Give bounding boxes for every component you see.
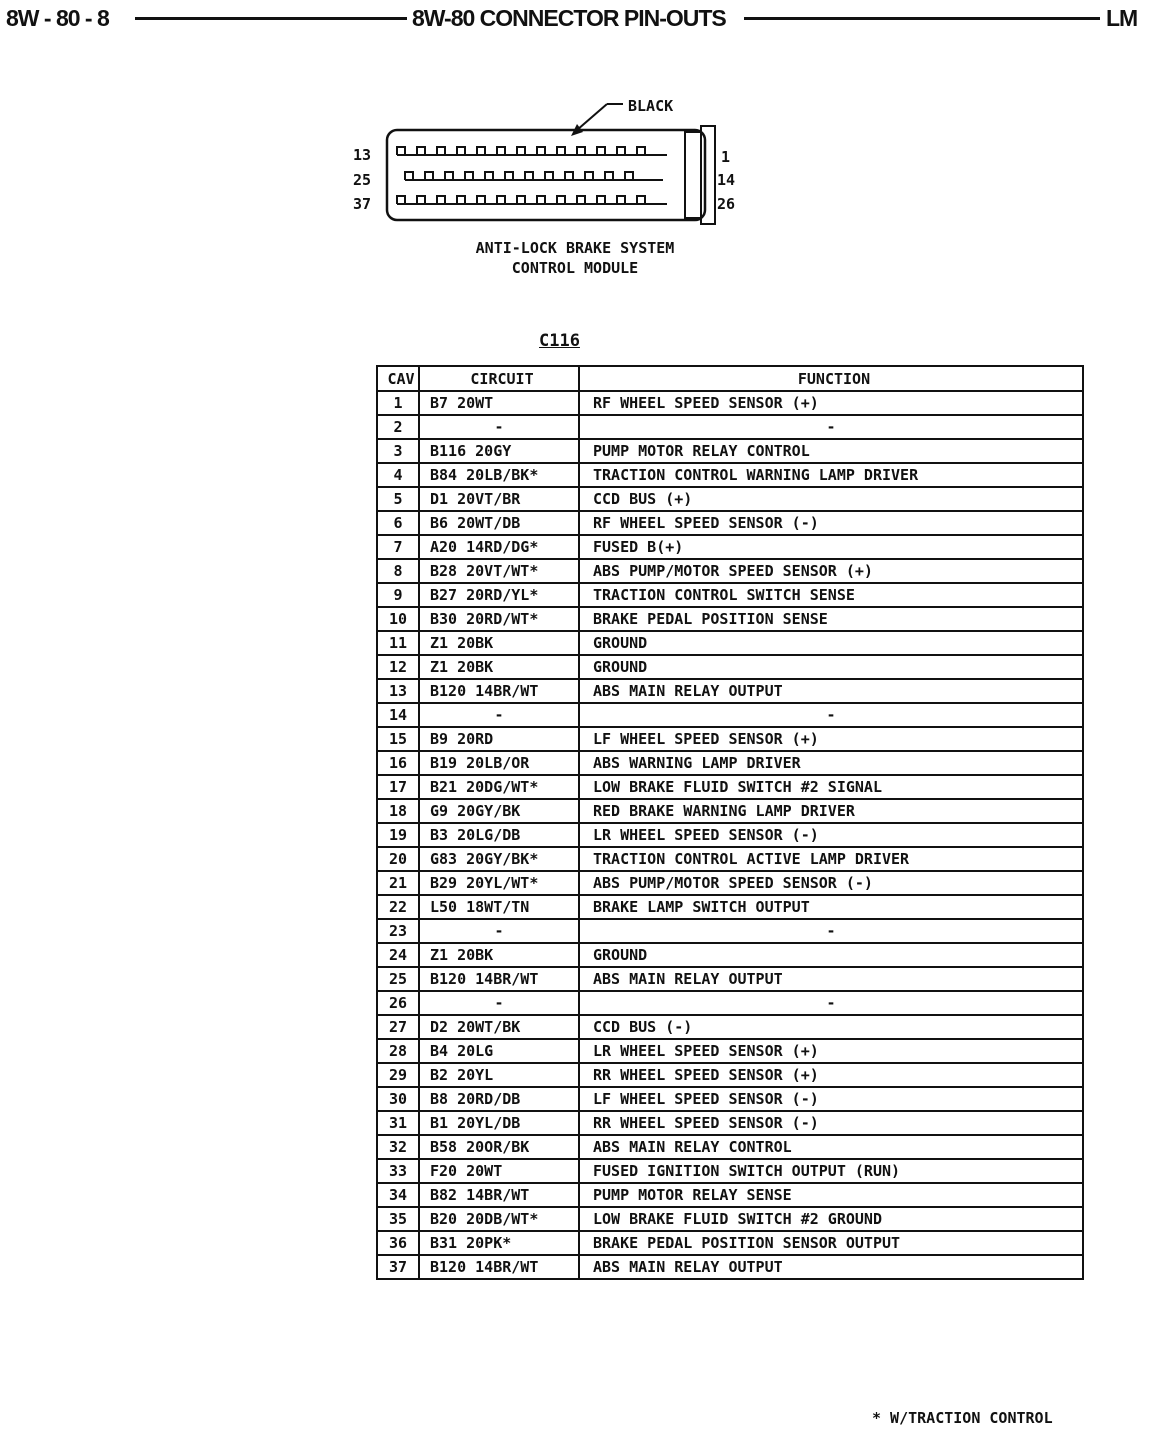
table-row xyxy=(377,943,1083,967)
function-cell: GROUND xyxy=(579,631,1083,655)
function-cell: ABS MAIN RELAY CONTROL xyxy=(579,1135,1083,1159)
function-cell: FUSED B(+) xyxy=(579,535,1083,559)
table-row xyxy=(377,1087,1083,1111)
circuit-cell: B120 14BR/WT xyxy=(419,679,579,703)
cavity-number-13: 13 xyxy=(353,146,372,164)
table-row xyxy=(377,967,1083,991)
function-cell: LR WHEEL SPEED SENSOR (+) xyxy=(579,1039,1083,1063)
table-row xyxy=(377,1159,1083,1183)
cav-cell: 3 xyxy=(377,439,419,463)
table-row xyxy=(377,679,1083,703)
header-rule-left xyxy=(135,17,407,20)
cav-cell: 5 xyxy=(377,487,419,511)
circuit-cell: G9 20GY/BK xyxy=(419,799,579,823)
table-row xyxy=(377,895,1083,919)
caption-line-1: ANTI-LOCK BRAKE SYSTEM xyxy=(475,239,675,257)
cav-cell: 28 xyxy=(377,1039,419,1063)
circuit-cell: B4 20LG xyxy=(419,1039,579,1063)
circuit-cell: G83 20GY/BK* xyxy=(419,847,579,871)
function-cell: - xyxy=(579,703,1083,727)
circuit-cell: B21 20DG/WT* xyxy=(419,775,579,799)
table-row xyxy=(377,415,1083,439)
table-row xyxy=(377,535,1083,559)
connector-color-label: BLACK xyxy=(628,97,674,115)
function-cell: RF WHEEL SPEED SENSOR (-) xyxy=(579,511,1083,535)
circuit-cell: - xyxy=(419,991,579,1015)
circuit-cell: B31 20PK* xyxy=(419,1231,579,1255)
cav-cell: 29 xyxy=(377,1063,419,1087)
cav-cell: 27 xyxy=(377,1015,419,1039)
circuit-cell: B30 20RD/WT* xyxy=(419,607,579,631)
table-row xyxy=(377,775,1083,799)
table-row xyxy=(377,487,1083,511)
cav-cell: 15 xyxy=(377,727,419,751)
cavity-number-37: 37 xyxy=(353,195,372,213)
table-row xyxy=(377,391,1083,415)
circuit-cell: B84 20LB/BK* xyxy=(419,463,579,487)
cav-cell: 7 xyxy=(377,535,419,559)
table-row xyxy=(377,439,1083,463)
cav-cell: 14 xyxy=(377,703,419,727)
circuit-cell: B6 20WT/DB xyxy=(419,511,579,535)
function-cell: BRAKE PEDAL POSITION SENSOR OUTPUT xyxy=(579,1231,1083,1255)
circuit-cell: Z1 20BK xyxy=(419,631,579,655)
cavity-number-25: 25 xyxy=(353,171,372,189)
function-cell: TRACTION CONTROL WARNING LAMP DRIVER xyxy=(579,463,1083,487)
cav-cell: 18 xyxy=(377,799,419,823)
circuit-cell: F20 20WT xyxy=(419,1159,579,1183)
cav-cell: 37 xyxy=(377,1255,419,1279)
cav-cell: 34 xyxy=(377,1183,419,1207)
function-cell: LOW BRAKE FLUID SWITCH #2 SIGNAL xyxy=(579,775,1083,799)
function-cell: TRACTION CONTROL SWITCH SENSE xyxy=(579,583,1083,607)
cav-cell: 26 xyxy=(377,991,419,1015)
table-row xyxy=(377,799,1083,823)
circuit-cell: - xyxy=(419,919,579,943)
circuit-cell: A20 14RD/DG* xyxy=(419,535,579,559)
function-cell: - xyxy=(579,415,1083,439)
circuit-cell: B116 20GY xyxy=(419,439,579,463)
cav-cell: 21 xyxy=(377,871,419,895)
cav-cell: 17 xyxy=(377,775,419,799)
cav-cell: 20 xyxy=(377,847,419,871)
function-cell: FUSED IGNITION SWITCH OUTPUT (RUN) xyxy=(579,1159,1083,1183)
table-row xyxy=(377,1039,1083,1063)
cav-cell: 19 xyxy=(377,823,419,847)
cav-cell: 36 xyxy=(377,1231,419,1255)
circuit-cell: - xyxy=(419,415,579,439)
circuit-cell: L50 18WT/TN xyxy=(419,895,579,919)
function-cell: ABS MAIN RELAY OUTPUT xyxy=(579,1255,1083,1279)
circuit-cell: B28 20VT/WT* xyxy=(419,559,579,583)
cav-cell: 22 xyxy=(377,895,419,919)
function-cell: PUMP MOTOR RELAY CONTROL xyxy=(579,439,1083,463)
circuit-cell: B58 20OR/BK xyxy=(419,1135,579,1159)
page-title: 8W-80 CONNECTOR PIN-OUTS xyxy=(412,5,726,31)
function-cell: TRACTION CONTROL ACTIVE LAMP DRIVER xyxy=(579,847,1083,871)
circuit-cell: Z1 20BK xyxy=(419,655,579,679)
function-cell: RR WHEEL SPEED SENSOR (-) xyxy=(579,1111,1083,1135)
header-rule-right xyxy=(744,17,1100,20)
table-row xyxy=(377,991,1083,1015)
function-cell: ABS MAIN RELAY OUTPUT xyxy=(579,679,1083,703)
circuit-cell: B29 20YL/WT* xyxy=(419,871,579,895)
function-cell: CCD BUS (-) xyxy=(579,1015,1083,1039)
circuit-cell: B8 20RD/DB xyxy=(419,1087,579,1111)
table-row xyxy=(377,871,1083,895)
cav-cell: 9 xyxy=(377,583,419,607)
function-cell: - xyxy=(579,991,1083,1015)
table-row xyxy=(377,583,1083,607)
cavity-number-1: 1 xyxy=(721,148,731,166)
function-cell: ABS PUMP/MOTOR SPEED SENSOR (+) xyxy=(579,559,1083,583)
circuit-cell: D1 20VT/BR xyxy=(419,487,579,511)
table-row xyxy=(377,607,1083,631)
cav-cell: 12 xyxy=(377,655,419,679)
page-header xyxy=(0,0,1152,40)
function-cell: ABS MAIN RELAY OUTPUT xyxy=(579,967,1083,991)
table-row xyxy=(377,1231,1083,1255)
caption-line-2: CONTROL MODULE xyxy=(511,259,639,277)
function-cell: LOW BRAKE FLUID SWITCH #2 GROUND xyxy=(579,1207,1083,1231)
function-cell: GROUND xyxy=(579,655,1083,679)
function-cell: RF WHEEL SPEED SENSOR (+) xyxy=(579,391,1083,415)
pinout-table xyxy=(376,365,1084,1280)
col-header-function: FUNCTION xyxy=(579,366,1083,391)
function-cell: - xyxy=(579,919,1083,943)
table-row xyxy=(377,1063,1083,1087)
circuit-cell: B2 20YL xyxy=(419,1063,579,1087)
circuit-cell: B120 14BR/WT xyxy=(419,1255,579,1279)
circuit-cell: B9 20RD xyxy=(419,727,579,751)
table-row xyxy=(377,1183,1083,1207)
model-code: LM xyxy=(1106,5,1138,31)
function-cell: PUMP MOTOR RELAY SENSE xyxy=(579,1183,1083,1207)
cav-cell: 16 xyxy=(377,751,419,775)
circuit-cell: B120 14BR/WT xyxy=(419,967,579,991)
function-cell: ABS WARNING LAMP DRIVER xyxy=(579,751,1083,775)
cavity-number-14: 14 xyxy=(717,171,736,189)
cav-cell: 11 xyxy=(377,631,419,655)
table-row xyxy=(377,1255,1083,1279)
col-header-cav: CAV xyxy=(377,366,419,391)
circuit-cell: B3 20LG/DB xyxy=(419,823,579,847)
table-body xyxy=(377,391,1083,1279)
table-row xyxy=(377,511,1083,535)
table-row xyxy=(377,727,1083,751)
table-row xyxy=(377,1111,1083,1135)
cav-cell: 24 xyxy=(377,943,419,967)
table-row xyxy=(377,655,1083,679)
circuit-cell: B27 20RD/YL* xyxy=(419,583,579,607)
cav-cell: 25 xyxy=(377,967,419,991)
cav-cell: 13 xyxy=(377,679,419,703)
table-row xyxy=(377,847,1083,871)
table-header-row xyxy=(377,366,1083,391)
table-row xyxy=(377,823,1083,847)
cav-cell: 23 xyxy=(377,919,419,943)
function-cell: LF WHEEL SPEED SENSOR (+) xyxy=(579,727,1083,751)
function-cell: ABS PUMP/MOTOR SPEED SENSOR (-) xyxy=(579,871,1083,895)
cav-cell: 6 xyxy=(377,511,419,535)
circuit-cell: B7 20WT xyxy=(419,391,579,415)
table-row xyxy=(377,559,1083,583)
footnote: * W/TRACTION CONTROL xyxy=(872,1409,1053,1427)
page-number: 8W - 80 - 8 xyxy=(6,5,109,31)
circuit-cell: D2 20WT/BK xyxy=(419,1015,579,1039)
circuit-cell: B20 20DB/WT* xyxy=(419,1207,579,1231)
table-row xyxy=(377,1207,1083,1231)
function-cell: LF WHEEL SPEED SENSOR (-) xyxy=(579,1087,1083,1111)
table-row xyxy=(377,751,1083,775)
function-cell: BRAKE PEDAL POSITION SENSE xyxy=(579,607,1083,631)
circuit-cell: B19 20LB/OR xyxy=(419,751,579,775)
cav-cell: 1 xyxy=(377,391,419,415)
circuit-cell: B82 14BR/WT xyxy=(419,1183,579,1207)
table-row xyxy=(377,1015,1083,1039)
cav-cell: 4 xyxy=(377,463,419,487)
diagram-caption xyxy=(430,238,720,278)
table-row xyxy=(377,631,1083,655)
cav-cell: 33 xyxy=(377,1159,419,1183)
col-header-circuit: CIRCUIT xyxy=(419,366,579,391)
cav-cell: 31 xyxy=(377,1111,419,1135)
cav-cell: 10 xyxy=(377,607,419,631)
table-row xyxy=(377,703,1083,727)
table-row xyxy=(377,463,1083,487)
cavity-number-26: 26 xyxy=(717,195,736,213)
circuit-cell: B1 20YL/DB xyxy=(419,1111,579,1135)
circuit-cell: Z1 20BK xyxy=(419,943,579,967)
cav-cell: 30 xyxy=(377,1087,419,1111)
function-cell: RED BRAKE WARNING LAMP DRIVER xyxy=(579,799,1083,823)
function-cell: CCD BUS (+) xyxy=(579,487,1083,511)
circuit-cell: - xyxy=(419,703,579,727)
function-cell: RR WHEEL SPEED SENSOR (+) xyxy=(579,1063,1083,1087)
function-cell: GROUND xyxy=(579,943,1083,967)
function-cell: LR WHEEL SPEED SENSOR (-) xyxy=(579,823,1083,847)
connector-id: C116 xyxy=(539,331,580,351)
cav-cell: 32 xyxy=(377,1135,419,1159)
function-cell: BRAKE LAMP SWITCH OUTPUT xyxy=(579,895,1083,919)
table-row xyxy=(377,919,1083,943)
cav-cell: 8 xyxy=(377,559,419,583)
table-row xyxy=(377,1135,1083,1159)
cav-cell: 35 xyxy=(377,1207,419,1231)
connector-face-drawing xyxy=(345,92,765,232)
cav-cell: 2 xyxy=(377,415,419,439)
